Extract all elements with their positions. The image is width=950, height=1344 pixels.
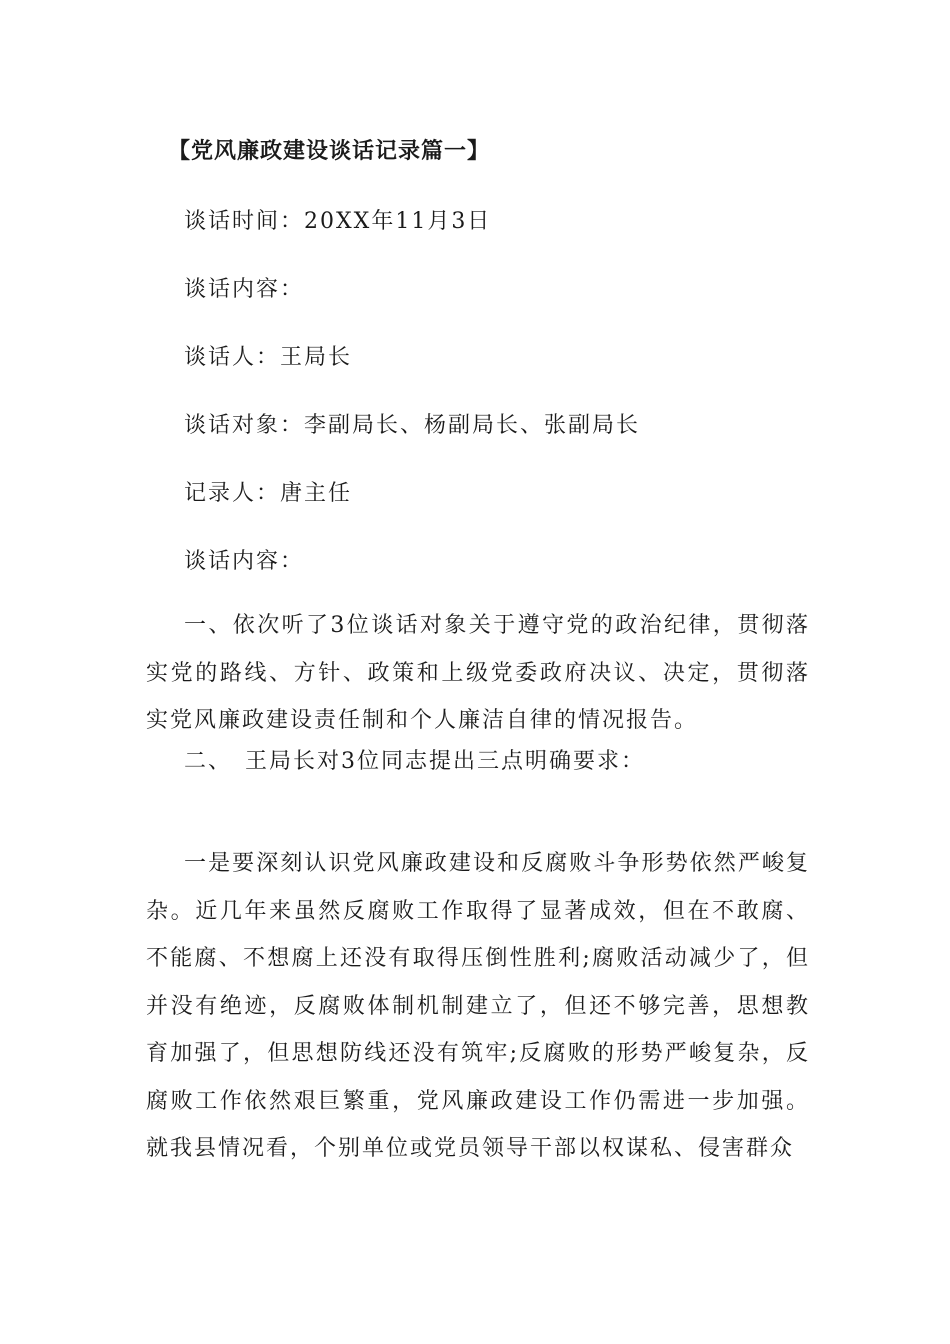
talk-content-label-2: 谈话内容： <box>184 549 305 574</box>
talk-recorder-line: 记录人：唐主任 <box>184 481 353 506</box>
talk-speaker-line: 谈话人：王局长 <box>184 345 353 370</box>
talk-time-line: 谈话时间：20XX年11月3日 <box>184 209 492 234</box>
paragraph-requirements-intro: 二、 王局长对3位同志提出三点明确要求： <box>184 749 645 774</box>
talk-subjects-line: 谈话对象：李副局长、杨副局长、张副局长 <box>184 413 641 438</box>
paragraph-reports: 一、依次听了3位谈话对象关于遵守党的政治纪律，贯彻落实党的路线、方针、政策和上级党委政府决议、决定，贯彻落实党风廉政建设责任制和个人廉洁自律的情况报告。 <box>146 613 810 733</box>
document-title: 【党风廉政建设谈话记录篇一】 <box>168 138 491 164</box>
talk-content-label-1: 谈话内容： <box>184 277 305 302</box>
paragraph-requirement-one: 一是要深刻认识党风廉政建设和反腐败斗争形势依然严峻复杂。近几年来虽然反腐败工作取得了显著成效，但在不敢腐、不能腐、不想腐上还没有取得压倒性胜利;腐败活动减少了，但并没有绝迹，反腐败体制机制建立了，但还不够完善，思想教育加强了，但思想防线还没有筑牢;反腐败的形势严峻复杂，反腐败工作依然艰巨繁重，党风廉政建设工作仍需进一步加强。就我县情况看，个别单位或党员领导干部以权谋私、侵害群众 <box>146 851 810 1161</box>
